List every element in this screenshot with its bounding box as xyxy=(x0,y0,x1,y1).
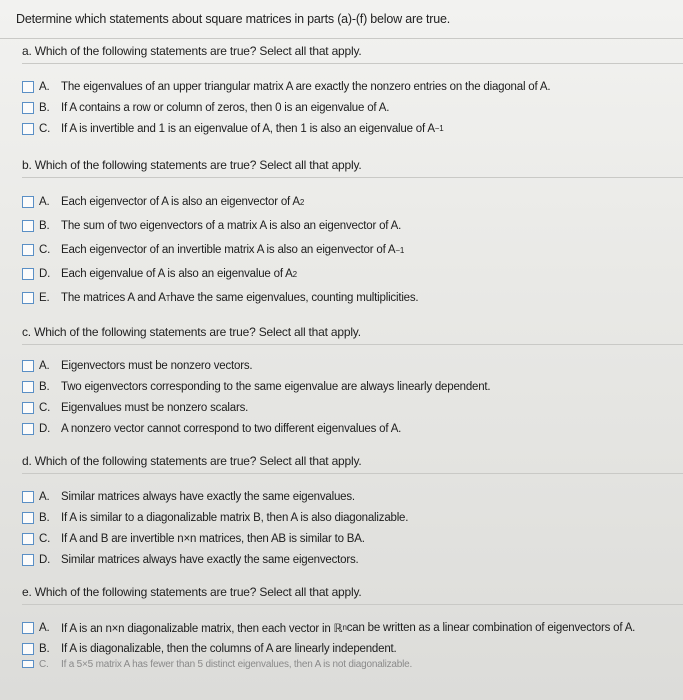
option-letter: B. xyxy=(39,220,50,232)
option-text: If A is invertible and 1 is an eigenvalue of A, then 1 is also an eigenvalue of A xyxy=(61,122,435,135)
option-b-E[interactable] xyxy=(22,286,683,310)
option-letter: A. xyxy=(39,490,50,503)
option-a-C[interactable] xyxy=(22,118,683,139)
option-letter: A. xyxy=(39,196,50,208)
option-b-C[interactable] xyxy=(22,238,683,262)
option-d-B[interactable] xyxy=(22,507,683,528)
superscript: n xyxy=(342,623,347,632)
option-letter: B. xyxy=(39,511,50,524)
part-b xyxy=(0,153,683,320)
superscript: 2 xyxy=(292,269,297,279)
option-d-C[interactable] xyxy=(22,528,683,549)
option-text: If A and B are invertible n×n matrices, then AB is similar to BA. xyxy=(61,532,365,545)
question-b: b. Which of the following statements are true? Select all that apply. xyxy=(22,153,683,178)
option-letter: D. xyxy=(39,553,51,566)
option-text: Each eigenvector of an invertible matrix A is also an eigenvector of A xyxy=(61,244,396,256)
part-a xyxy=(0,39,683,153)
option-letter: A. xyxy=(39,80,50,93)
option-c-A[interactable] xyxy=(22,355,683,376)
checkbox[interactable] xyxy=(22,554,34,566)
option-text: If A is diagonalizable, then the columns of A are linearly independent. xyxy=(61,642,397,655)
option-c-D[interactable] xyxy=(22,418,683,439)
option-a-A[interactable] xyxy=(22,76,683,97)
option-letter: D. xyxy=(39,268,51,280)
checkbox[interactable] xyxy=(22,643,34,655)
option-d-D[interactable] xyxy=(22,549,683,570)
option-b-D[interactable] xyxy=(22,262,683,286)
checkbox[interactable] xyxy=(22,220,34,232)
option-text: If a 5×5 matrix A has fewer than 5 distinct eigenvalues, then A is not diagonalizable. xyxy=(61,659,413,669)
option-text: Eigenvalues must be nonzero scalars. xyxy=(61,401,249,414)
checkbox[interactable] xyxy=(22,102,34,114)
option-e-C[interactable] xyxy=(22,659,683,669)
option-text: Similar matrices always have exactly the same eigenvectors. xyxy=(61,553,359,566)
question-c: c. Which of the following statements are true? Select all that apply. xyxy=(22,320,683,345)
option-text: Two eigenvectors corresponding to the same eigenvalue are always linearly dependent. xyxy=(61,380,491,393)
option-letter: A. xyxy=(39,359,50,372)
option-text: If A is an n×n diagonalizable matrix, then each vector in ℝ xyxy=(61,622,343,635)
checkbox[interactable] xyxy=(22,512,34,524)
option-a-B[interactable] xyxy=(22,97,683,118)
option-d-A[interactable] xyxy=(22,486,683,507)
option-letter: C. xyxy=(39,659,49,669)
option-letter: C. xyxy=(39,532,51,545)
option-letter: A. xyxy=(39,621,50,634)
option-text: A nonzero vector cannot correspond to two different eigenvalues of A. xyxy=(61,422,402,435)
question-d: d. Which of the following statements are true? Select all that apply. xyxy=(22,449,683,474)
option-text: If A is similar to a diagonalizable matrix B, then A is also diagonalizable. xyxy=(61,511,409,524)
option-text: The matrices A and A xyxy=(61,292,166,304)
question-e: e. Which of the following statements are true? Select all that apply. xyxy=(22,580,683,605)
option-c-C[interactable] xyxy=(22,397,683,418)
checkbox[interactable] xyxy=(22,423,34,435)
option-letter: E. xyxy=(39,292,50,304)
option-text: Eigenvectors must be nonzero vectors. xyxy=(61,359,253,372)
option-text: The eigenvalues of an upper triangular matrix A are exactly the nonzero entries on the diagonal of A. xyxy=(61,80,551,93)
option-letter: B. xyxy=(39,101,50,114)
checkbox[interactable] xyxy=(22,491,34,503)
superscript: −1 xyxy=(395,245,405,255)
checkbox[interactable] xyxy=(22,268,34,280)
option-letter: D. xyxy=(39,422,51,435)
checkbox[interactable] xyxy=(22,660,34,668)
checkbox[interactable] xyxy=(22,381,34,393)
option-e-A[interactable] xyxy=(22,617,683,638)
option-text: Each eigenvalue of A is also an eigenvalue of A xyxy=(61,268,293,280)
option-text: If A contains a row or column of zeros, then 0 is an eigenvalue of A. xyxy=(61,101,390,114)
option-text-tail: have the same eigenvalues, counting multiplicities. xyxy=(170,292,419,304)
option-b-A[interactable] xyxy=(22,190,683,214)
checkbox[interactable] xyxy=(22,81,34,93)
option-letter: B. xyxy=(39,642,50,655)
checkbox[interactable] xyxy=(22,292,34,304)
part-c xyxy=(0,320,683,449)
part-d xyxy=(0,449,683,580)
option-letter: C. xyxy=(39,401,51,414)
checkbox[interactable] xyxy=(22,360,34,372)
checkbox[interactable] xyxy=(22,533,34,545)
superscript: 2 xyxy=(299,197,305,207)
checkbox[interactable] xyxy=(22,622,34,634)
page-title: Determine which statements about square matrices in parts (a)-(f) below are true. xyxy=(0,0,683,39)
superscript: T xyxy=(165,293,171,303)
option-text-tail: can be written as a linear combination of eigenvectors of A. xyxy=(346,621,636,634)
option-text: The sum of two eigenvectors of a matrix A is also an eigenvector of A. xyxy=(61,220,402,232)
question-a: a. Which of the following statements are true? Select all that apply. xyxy=(22,39,683,64)
checkbox[interactable] xyxy=(22,244,34,256)
option-e-B[interactable] xyxy=(22,638,683,659)
option-b-B[interactable] xyxy=(22,214,683,238)
checkbox[interactable] xyxy=(22,123,34,135)
superscript: −1 xyxy=(434,124,444,133)
checkbox[interactable] xyxy=(22,402,34,414)
part-e xyxy=(0,580,683,679)
option-letter: B. xyxy=(39,380,50,393)
option-c-B[interactable] xyxy=(22,376,683,397)
option-letter: C. xyxy=(39,122,51,135)
option-text: Similar matrices always have exactly the same eigenvalues. xyxy=(61,490,355,503)
option-letter: C. xyxy=(39,244,51,256)
option-text: Each eigenvector of A is also an eigenvector of A xyxy=(61,196,300,208)
checkbox[interactable] xyxy=(22,196,34,208)
